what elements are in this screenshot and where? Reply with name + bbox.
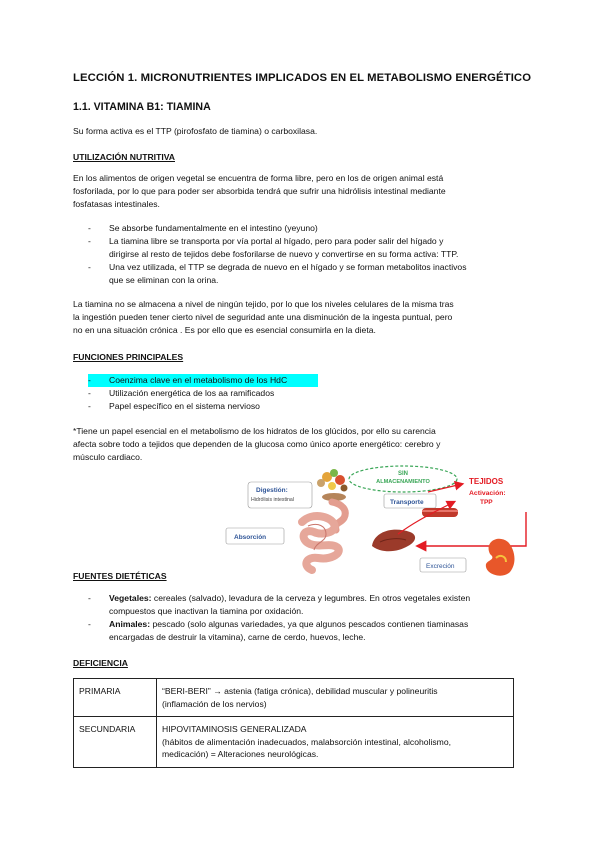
list-item xyxy=(88,261,528,287)
highlighted-item xyxy=(88,374,318,387)
table-cell xyxy=(157,717,514,768)
tejidos-label: TEJIDOS xyxy=(469,477,504,486)
intestine-icon xyxy=(302,502,345,570)
lesson-title: LECCIÓN 1. MICRONUTRIENTES IMPLICADOS EN EL METABOLISMO ENERGÉTICO xyxy=(73,72,532,84)
text-line: fosfatasas intestinales. xyxy=(73,199,160,209)
text-line: La tiamina no se almacena a nivel de ningún tejido, por lo que los niveles celulares de la misma tras xyxy=(73,299,454,309)
arrow-icon xyxy=(428,484,462,492)
almacenamiento-label: ALMACENAMIENTO xyxy=(376,479,430,485)
text-line xyxy=(109,618,528,631)
text-line: Una vez utilizada, el TTP se degrada de nuevo en el hígado y se forman metabolitos inactivos xyxy=(109,262,467,272)
transporte-box xyxy=(384,494,436,508)
table-cell xyxy=(157,679,514,717)
tejidos-block xyxy=(469,477,506,506)
table-cell: PRIMARIA xyxy=(74,679,157,717)
text-line xyxy=(109,592,528,605)
utilizacion-paragraph xyxy=(73,172,543,211)
text-line: Se absorbe fundamentalmente en el intestino (yeyuno) xyxy=(109,223,318,233)
digestion-box xyxy=(248,482,312,508)
text-line: fosforilada, por lo que para poder ser absorbida tendrá que sufrir una hidrólisis intestinal mediante xyxy=(73,186,446,196)
digestion-sub: Hidrólisis intestinal xyxy=(251,497,294,503)
utilizacion-list xyxy=(88,222,528,287)
fuentes-list xyxy=(88,592,528,644)
text-line: Utilización energética de los aa ramificados xyxy=(109,388,275,398)
text-line: dirigirse al resto de tejidos debe fosforilarse de nuevo y convertirse en su forma activa: TTP. xyxy=(109,249,459,259)
dash-marker: - xyxy=(88,375,91,385)
almacenamiento-paragraph xyxy=(73,298,543,337)
arrow-icon xyxy=(418,512,526,546)
heading-deficiencia: DEFICIENCIA xyxy=(73,658,128,668)
dash-marker: - xyxy=(88,401,91,411)
dash-marker: - xyxy=(88,619,91,629)
text-line: músculo cardiaco. xyxy=(73,452,143,462)
funciones-note xyxy=(73,425,543,464)
text-line: afecta sobre todo a tejidos que dependen de la glucosa como único aporte energético: cerebro y xyxy=(73,439,441,449)
table-cell: SECUNDARIA xyxy=(74,717,157,768)
source-label: Animales: xyxy=(109,619,151,629)
list-item xyxy=(88,400,528,413)
section-title: 1.1. VITAMINA B1: TIAMINA xyxy=(73,101,211,113)
source-text: pescado (solo algunas variedades, ya que algunos pescados contienen tiaminasas xyxy=(150,619,469,629)
deficiencia-table xyxy=(73,678,514,768)
food-icon xyxy=(317,469,348,501)
dash-marker: - xyxy=(88,593,91,603)
text-line: encargadas de destruir la vitamina), carne de cerdo, huevos, leche. xyxy=(109,632,366,642)
list-item xyxy=(88,387,528,400)
text-line: La tiamina libre se transporta por vía portal al hígado, pero para poder salir del hígado y xyxy=(109,236,444,246)
text-line: (hábitos de alimentación inadecuados, malabsorción intestinal, alcoholismo, xyxy=(162,736,452,747)
dash-marker: - xyxy=(88,236,91,246)
table-row xyxy=(74,679,514,717)
text-line: compuestos que inactivan la tiamina por oxidación. xyxy=(109,606,304,616)
text-line: (inflamación de los nervios) xyxy=(162,698,267,709)
intro-text: Su forma activa es el TTP (pirofosfato de tiamina) o carboxilasa. xyxy=(73,126,318,136)
absorcion-label: Absorción xyxy=(234,534,267,541)
excrecion-box xyxy=(420,558,466,572)
funciones-list xyxy=(88,374,528,413)
text-line: *Tiene un papel esencial en el metabolismo de los hidratos de los glúcidos, por ello su carencia xyxy=(73,426,436,436)
heading-funciones: FUNCIONES PRINCIPALES xyxy=(73,352,184,362)
source-label: Vegetales: xyxy=(109,593,152,603)
activacion-label: Activación: xyxy=(469,490,506,497)
tiamina-metabolism-diagram xyxy=(222,462,532,580)
table-row xyxy=(74,717,514,768)
text-line: Papel específico en el sistema nervioso xyxy=(109,401,260,411)
list-item xyxy=(88,235,528,261)
transporte-label: Transporte xyxy=(390,499,424,506)
text-line: que se eliminan con la orina. xyxy=(109,275,219,285)
heading-utilizacion: UTILIZACIÓN NUTRITIVA xyxy=(73,152,175,162)
absorcion-box xyxy=(226,528,284,544)
source-text: cereales (salvado), levadura de la cerveza y legumbres. En otros vegetales existen xyxy=(151,593,471,603)
sin-label: SIN xyxy=(397,471,409,477)
text-line: HIPOVITAMINOSIS GENERALIZADA xyxy=(162,724,307,734)
list-item xyxy=(88,222,528,235)
text-line: medicación) = Alteraciones neurológicas. xyxy=(162,749,319,759)
text-line: Coenzima clave en el metabolismo de los HdC xyxy=(109,375,288,385)
dash-marker: - xyxy=(88,223,91,233)
list-item xyxy=(88,592,528,618)
text-line: “BERI-BERI” → astenia (fatiga crónica), debilidad muscular y polineuritis xyxy=(162,686,438,696)
text-line: no en una situación crónica . Es por ello que es esencial consumirla en la dieta. xyxy=(73,325,376,335)
dash-marker: - xyxy=(88,262,91,272)
liver-icon xyxy=(372,530,415,552)
sin-almacenamiento-cloud xyxy=(349,466,457,492)
digestion-label: Digestión: xyxy=(256,487,288,494)
text-line: En los alimentos de origen vegetal se encuentra de forma libre, pero en los de origen animal está xyxy=(73,173,444,183)
dash-marker: - xyxy=(88,388,91,398)
activacion-sub: TPP xyxy=(480,499,493,506)
list-item xyxy=(88,374,528,387)
excrecion-label: Excreción xyxy=(426,563,455,570)
list-item xyxy=(88,618,528,644)
text-line: la ingestión pueden tener cierto nivel de seguridad ante una disminución de la ingesta puntual, pero xyxy=(73,312,453,322)
heading-fuentes: FUENTES DIETÉTICAS xyxy=(73,571,167,581)
